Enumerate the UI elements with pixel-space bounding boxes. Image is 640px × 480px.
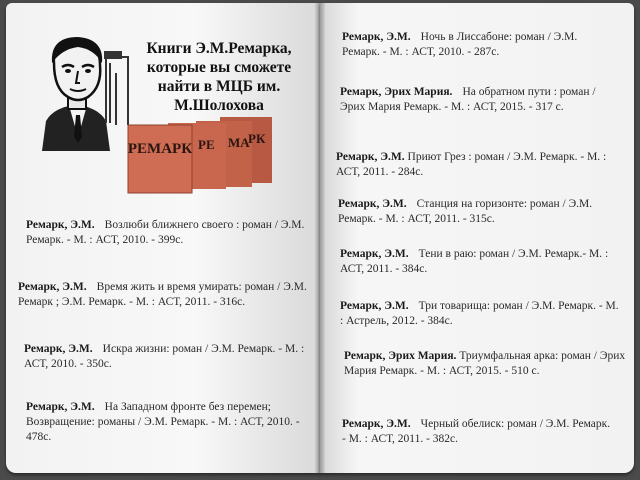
- svg-text:МА: МА: [228, 135, 250, 150]
- right-entry-3: Ремарк, Э.М. Приют Грез : роман / Э.М. Ремарк. - М. : АСТ, 2011. - 284с.: [336, 151, 607, 178]
- open-book: [6, 3, 634, 477]
- author-portrait: [24, 33, 134, 153]
- right-entry-1: Ремарк, Э.М. Ночь в Лиссабоне: роман / Э.М. Ремарк. - М. : АСТ, 2010. - 287с.: [342, 31, 578, 58]
- books-illustration: [124, 115, 294, 195]
- right-page: [320, 3, 634, 473]
- book-spine: [315, 3, 325, 473]
- left-entry-2: Ремарк, Э.М. Время жить и время умирать: роман / Э.М. Ремарк ; Э.М. Ремарк. - М. : АСТ, 2011. - 316с.: [18, 281, 307, 308]
- left-entry-4: Ремарк, Э.М. На Западном фронте без перемен; Возвращение: романы / Э.М. Ремарк. - М. : АСТ, 2010. - 478с.: [26, 401, 300, 443]
- right-entry-5: Ремарк, Э.М. Тени в раю: роман / Э.М. Ремарк.- М. : АСТ, 2011. - 384с.: [340, 248, 609, 275]
- page-title: Книги Э.М.Ремарка, которые вы сможете найти в МЦБ им. М.Шолохова: [146, 40, 292, 114]
- svg-text:РК: РК: [248, 131, 266, 146]
- book-cover-label: РЕМАРК: [127, 141, 193, 157]
- right-entry-2: Ремарк, Эрих Мария. На обратном пути : роман / Эрих Мария Ремарк. - М. : АСТ, 2015. - 317 с.: [340, 86, 596, 113]
- right-entry-7: Ремарк, Эрих Мария. Триумфальная арка: роман / Эрих Мария Ремарк. - М. : АСТ, 2015. - 510 с.: [344, 350, 626, 377]
- right-entry-8: Ремарк, Э.М. Черный обелиск: роман / Э.М. Ремарк. - М. : АСТ, 2011. - 382с.: [342, 418, 611, 445]
- svg-text:РЕ: РЕ: [198, 137, 215, 152]
- right-entry-6: Ремарк, Э.М. Три товарища: роман / Э.М. Ремарк. - М. : Астрель, 2012. - 384с.: [340, 300, 619, 327]
- left-entry-1: Ремарк, Э.М. Возлюби ближнего своего : роман / Э.М. Ремарк. - М. : АСТ, 2010. - 399с.: [26, 219, 305, 246]
- right-entry-4: Ремарк, Э.М. Станция на горизонте: роман / Э.М. Ремарк. - М. : АСТ, 2011. - 315с.: [338, 198, 593, 225]
- left-page: [6, 3, 320, 473]
- left-entry-3: Ремарк, Э.М. Искра жизни: роман / Э.М. Ремарк. - М. : АСТ, 2010. - 350с.: [24, 343, 305, 370]
